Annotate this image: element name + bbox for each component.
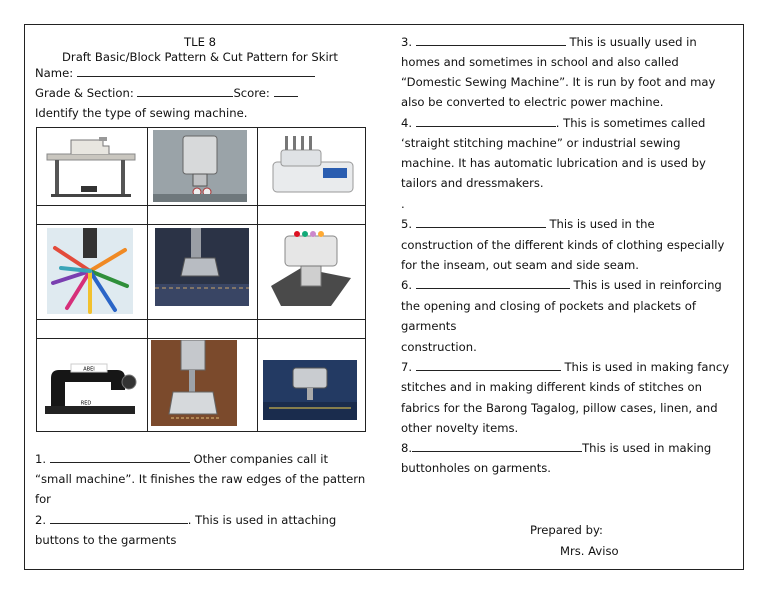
instruction-text: Identify the type of sewing machine. [35,106,248,120]
name-line[interactable] [35,63,315,83]
question-text: Other companies call it [193,452,329,466]
score-label: Score: [233,86,270,100]
question-7-text: other novelty items. [401,421,519,435]
question-text: This is used in the [549,217,655,231]
question-3-text: homes and sometimes in school and also called [401,55,679,69]
grade-label: Grade & Section: [35,86,134,100]
question-4 [401,113,705,133]
answer-blank-6[interactable] [416,276,570,289]
question-number: 3. [401,35,413,49]
answer-blank-4[interactable] [416,114,556,127]
grade-score-line [35,83,298,103]
question-7-text: fabrics for the Barong Tagalog, pillow cases, linen, and [401,401,718,415]
question-8 [401,438,711,458]
question-5-text: for the inseam, out seam and side seam. [401,258,639,272]
answer-blank-5[interactable] [416,215,546,228]
question-text: This is used in making fancy [564,360,730,374]
button-sewing-machine-image [153,130,247,202]
blind-hem-machine-image [263,360,357,420]
question-text: This is used in making [582,441,712,455]
question-1-text: “small machine”. It finishes the raw edges of the pattern [35,472,366,486]
question-6-text: construction. [401,340,477,354]
image-grid [36,127,366,432]
svg-text:RED: RED [80,400,92,407]
question-number: 4. [401,116,413,130]
name-label: Name: [35,66,74,80]
question-1 [35,449,328,469]
question-text: This is used in reinforcing [573,278,722,292]
question-4-text: tailors and dressmakers. [401,176,544,190]
domestic-sewing-machine-image [41,360,139,420]
svg-text:ABEI: ABEI [83,366,95,373]
prepared-by-label: Prepared by: [530,523,603,537]
question-number: 5. [401,217,413,231]
subject-title: TLE 8 [184,35,216,49]
question-text: This is usually used in [569,35,697,49]
buttonhole-presser-foot-image [151,340,237,426]
question-6-text: garments [401,319,457,333]
question-7 [401,357,729,377]
question-8-text: buttonholes on garments. [401,461,551,475]
grid-divider [37,224,365,225]
question-2-text: buttons to the garments [35,533,177,547]
answer-blank-3[interactable] [416,33,566,46]
question-6-text: the opening and closing of pockets and plackets of [401,299,696,313]
overlock-machine-image [263,132,361,202]
answer-blank-2[interactable] [50,511,188,524]
question-number: 6. [401,278,413,292]
question-6 [401,275,722,295]
name-blank[interactable] [77,64,315,77]
question-5-text: construction of the different kinds of clothing especially [401,238,725,252]
question-number: 1. [35,452,47,466]
question-2 [35,510,336,530]
question-number: 7. [401,360,413,374]
question-text: . This is sometimes called [555,116,706,130]
question-3 [401,32,697,52]
question-3-text: also be converted to electric power machine. [401,95,664,109]
multi-needle-embroidery-machine-image [261,226,361,310]
question-3-text: “Domestic Sewing Machine”. It is run by foot and may [401,75,716,89]
question-4-text: ‘straight stitching machine” or industrial sewing [401,136,681,150]
question-1-text: for [35,492,51,506]
bar-tack-presser-foot-image [155,228,249,306]
question-7-text: stitches and in making different kinds of stitches on [401,380,702,394]
score-blank[interactable] [274,84,298,97]
question-4-text: machine. It has automatic lubrication and is used by [401,156,706,170]
grid-divider [147,128,148,431]
answer-blank-8[interactable] [412,439,582,452]
question-5 [401,214,655,234]
embroidery-pattern-image [47,228,133,314]
grid-divider [37,319,365,320]
answer-blank-1[interactable] [50,450,190,463]
grid-divider [37,205,365,206]
question-text: . This is used in attaching [187,513,337,527]
question-number: 2. [35,513,47,527]
lesson-title: Draft Basic/Block Pattern & Cut Pattern for Skirt [62,50,338,64]
teacher-name: Mrs. Aviso [560,544,619,558]
question-number: 8. [401,441,413,455]
answer-blank-7[interactable] [416,358,561,371]
grid-divider [37,338,365,339]
industrial-sewing-machine-image [41,132,141,202]
grid-divider [257,128,258,431]
stray-dot: . [401,197,405,211]
grade-blank[interactable] [137,84,233,97]
